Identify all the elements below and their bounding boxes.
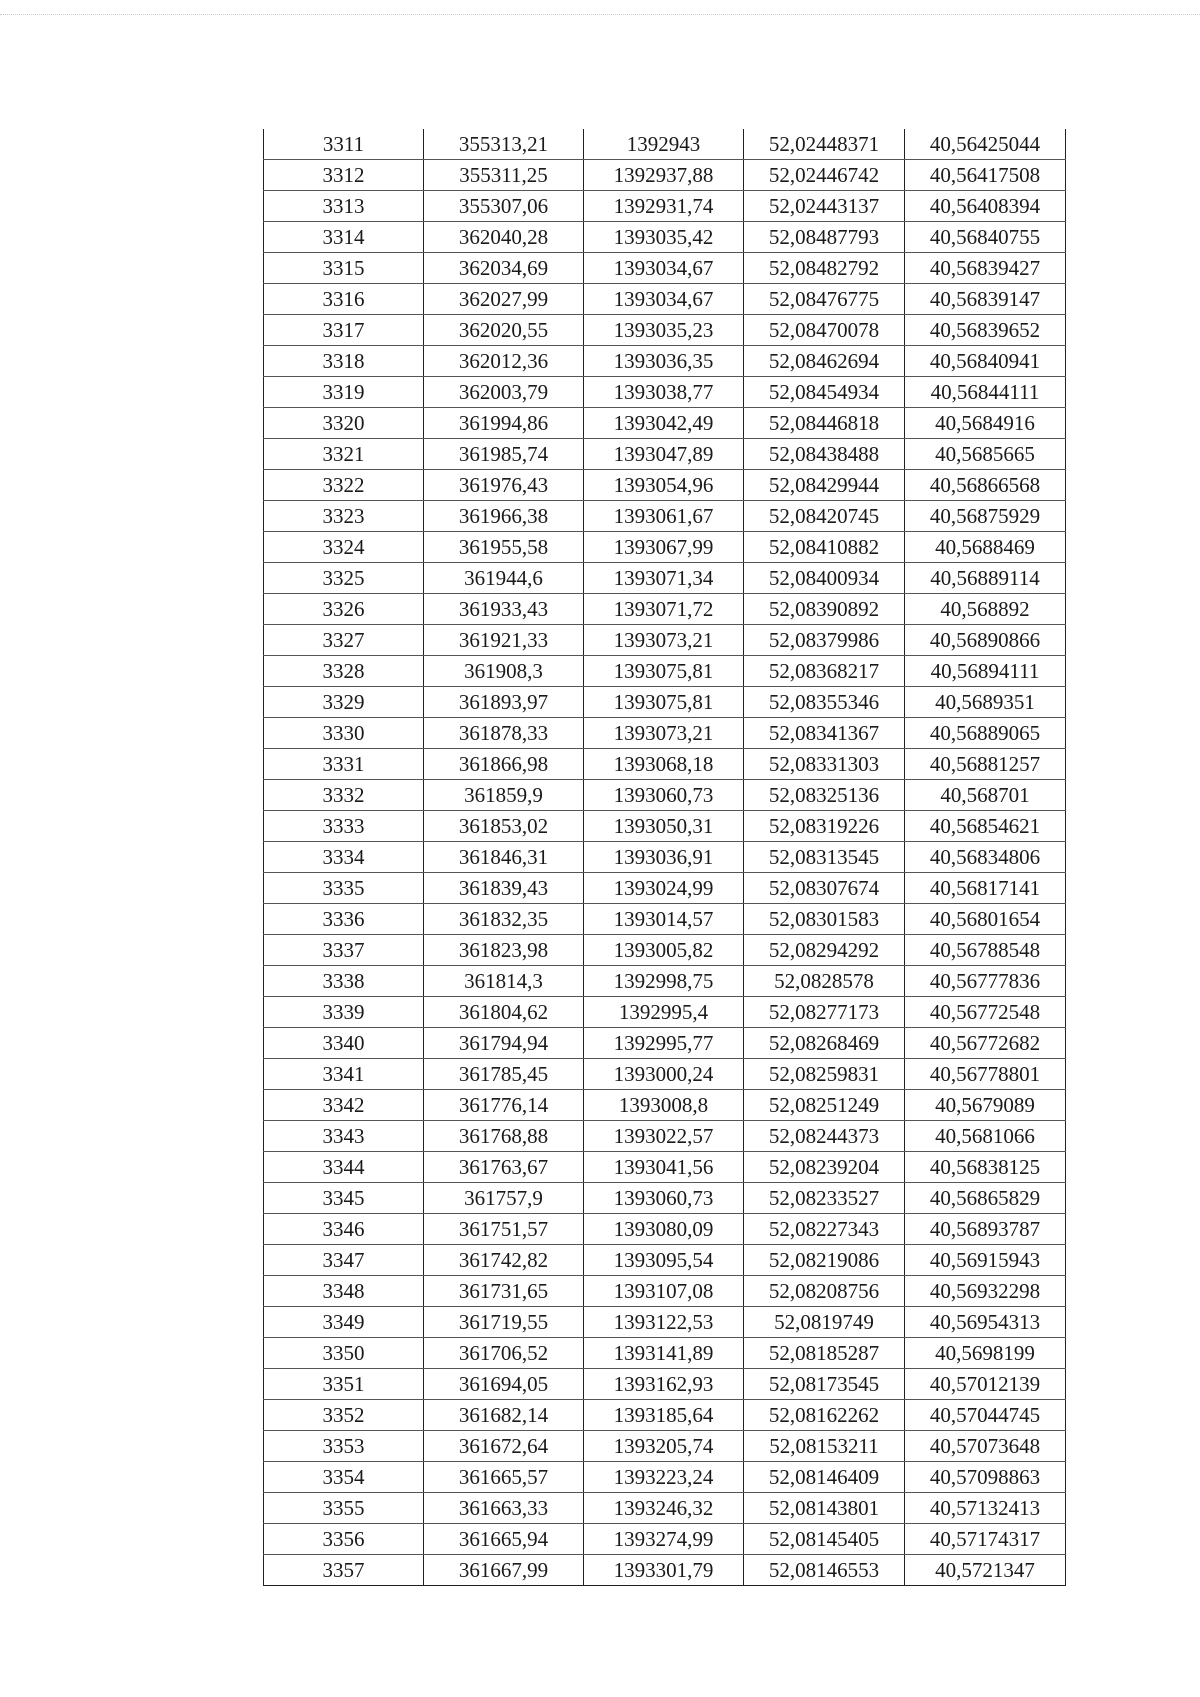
table-row xyxy=(264,1524,1066,1555)
latitude-cell: 52,08470078 xyxy=(744,315,905,346)
latitude-cell: 52,0819749 xyxy=(744,1307,905,1338)
table-row xyxy=(264,749,1066,780)
point-number-cell: 3316 xyxy=(264,284,424,315)
point-number-cell: 3341 xyxy=(264,1059,424,1090)
coord-x-cell: 361955,58 xyxy=(424,532,584,563)
table-row xyxy=(264,1028,1066,1059)
point-number-cell: 3356 xyxy=(264,1524,424,1555)
coord-y-cell: 1393000,24 xyxy=(584,1059,744,1090)
longitude-cell: 40,5689351 xyxy=(905,687,1066,718)
coord-y-cell: 1393054,96 xyxy=(584,470,744,501)
longitude-cell: 40,56875929 xyxy=(905,501,1066,532)
longitude-cell: 40,56838125 xyxy=(905,1152,1066,1183)
table-row xyxy=(264,160,1066,191)
longitude-cell: 40,56425044 xyxy=(905,129,1066,160)
coord-x-cell: 361706,52 xyxy=(424,1338,584,1369)
point-number-cell: 3329 xyxy=(264,687,424,718)
table-row xyxy=(264,346,1066,377)
longitude-cell: 40,56772548 xyxy=(905,997,1066,1028)
point-number-cell: 3348 xyxy=(264,1276,424,1307)
coord-x-cell: 361672,64 xyxy=(424,1431,584,1462)
latitude-cell: 52,02443137 xyxy=(744,191,905,222)
coord-y-cell: 1393008,8 xyxy=(584,1090,744,1121)
coord-x-cell: 361823,98 xyxy=(424,935,584,966)
longitude-cell: 40,5681066 xyxy=(905,1121,1066,1152)
point-number-cell: 3321 xyxy=(264,439,424,470)
coord-x-cell: 361731,65 xyxy=(424,1276,584,1307)
table-row xyxy=(264,1152,1066,1183)
coord-y-cell: 1393205,74 xyxy=(584,1431,744,1462)
longitude-cell: 40,5698199 xyxy=(905,1338,1066,1369)
coord-x-cell: 362034,69 xyxy=(424,253,584,284)
latitude-cell: 52,08438488 xyxy=(744,439,905,470)
point-number-cell: 3320 xyxy=(264,408,424,439)
coord-y-cell: 1393014,57 xyxy=(584,904,744,935)
coord-x-cell: 361921,33 xyxy=(424,625,584,656)
coord-x-cell: 361665,94 xyxy=(424,1524,584,1555)
coord-y-cell: 1393035,23 xyxy=(584,315,744,346)
longitude-cell: 40,56408394 xyxy=(905,191,1066,222)
coord-y-cell: 1393185,64 xyxy=(584,1400,744,1431)
coord-y-cell: 1392995,4 xyxy=(584,997,744,1028)
longitude-cell: 40,57073648 xyxy=(905,1431,1066,1462)
coord-x-cell: 361719,55 xyxy=(424,1307,584,1338)
coord-y-cell: 1392995,77 xyxy=(584,1028,744,1059)
longitude-cell: 40,56840755 xyxy=(905,222,1066,253)
coord-y-cell: 1393024,99 xyxy=(584,873,744,904)
point-number-cell: 3344 xyxy=(264,1152,424,1183)
table-row xyxy=(264,966,1066,997)
coord-x-cell: 361878,33 xyxy=(424,718,584,749)
coord-x-cell: 361663,33 xyxy=(424,1493,584,1524)
latitude-cell: 52,0828578 xyxy=(744,966,905,997)
table-row xyxy=(264,594,1066,625)
latitude-cell: 52,08219086 xyxy=(744,1245,905,1276)
longitude-cell: 40,56889114 xyxy=(905,563,1066,594)
coord-x-cell: 361944,6 xyxy=(424,563,584,594)
coord-y-cell: 1393073,21 xyxy=(584,625,744,656)
coord-x-cell: 355307,06 xyxy=(424,191,584,222)
coord-x-cell: 361908,3 xyxy=(424,656,584,687)
latitude-cell: 52,08244373 xyxy=(744,1121,905,1152)
latitude-cell: 52,08420745 xyxy=(744,501,905,532)
longitude-cell: 40,56865829 xyxy=(905,1183,1066,1214)
coord-y-cell: 1393005,82 xyxy=(584,935,744,966)
coord-x-cell: 361804,62 xyxy=(424,997,584,1028)
latitude-cell: 52,08239204 xyxy=(744,1152,905,1183)
longitude-cell: 40,57044745 xyxy=(905,1400,1066,1431)
point-number-cell: 3334 xyxy=(264,842,424,873)
coord-x-cell: 361853,02 xyxy=(424,811,584,842)
latitude-cell: 52,08390892 xyxy=(744,594,905,625)
coord-x-cell: 361785,45 xyxy=(424,1059,584,1090)
latitude-cell: 52,08173545 xyxy=(744,1369,905,1400)
point-number-cell: 3343 xyxy=(264,1121,424,1152)
coord-x-cell: 361776,14 xyxy=(424,1090,584,1121)
point-number-cell: 3312 xyxy=(264,160,424,191)
table-row xyxy=(264,315,1066,346)
coord-x-cell: 361893,97 xyxy=(424,687,584,718)
point-number-cell: 3342 xyxy=(264,1090,424,1121)
latitude-cell: 52,08233527 xyxy=(744,1183,905,1214)
latitude-cell: 52,08400934 xyxy=(744,563,905,594)
table-row xyxy=(264,1276,1066,1307)
latitude-cell: 52,08307674 xyxy=(744,873,905,904)
coord-y-cell: 1393035,42 xyxy=(584,222,744,253)
table-row xyxy=(264,1059,1066,1090)
latitude-cell: 52,08162262 xyxy=(744,1400,905,1431)
latitude-cell: 52,02446742 xyxy=(744,160,905,191)
latitude-cell: 52,08153211 xyxy=(744,1431,905,1462)
point-number-cell: 3317 xyxy=(264,315,424,346)
longitude-cell: 40,56854621 xyxy=(905,811,1066,842)
table-row xyxy=(264,873,1066,904)
longitude-cell: 40,568701 xyxy=(905,780,1066,811)
coord-y-cell: 1393301,79 xyxy=(584,1555,744,1586)
longitude-cell: 40,57012139 xyxy=(905,1369,1066,1400)
table-row xyxy=(264,656,1066,687)
scan-top-edge xyxy=(0,0,1200,15)
longitude-cell: 40,56778801 xyxy=(905,1059,1066,1090)
coord-x-cell: 362003,79 xyxy=(424,377,584,408)
coord-x-cell: 361966,38 xyxy=(424,501,584,532)
coord-x-cell: 362040,28 xyxy=(424,222,584,253)
longitude-cell: 40,56893787 xyxy=(905,1214,1066,1245)
latitude-cell: 52,08146553 xyxy=(744,1555,905,1586)
coord-y-cell: 1393034,67 xyxy=(584,253,744,284)
latitude-cell: 52,08319226 xyxy=(744,811,905,842)
coord-x-cell: 361832,35 xyxy=(424,904,584,935)
point-number-cell: 3319 xyxy=(264,377,424,408)
table-row xyxy=(264,687,1066,718)
point-number-cell: 3313 xyxy=(264,191,424,222)
coord-y-cell: 1393071,34 xyxy=(584,563,744,594)
point-number-cell: 3346 xyxy=(264,1214,424,1245)
coord-y-cell: 1393141,89 xyxy=(584,1338,744,1369)
point-number-cell: 3338 xyxy=(264,966,424,997)
longitude-cell: 40,56954313 xyxy=(905,1307,1066,1338)
table-row xyxy=(264,563,1066,594)
latitude-cell: 52,08482792 xyxy=(744,253,905,284)
longitude-cell: 40,5721347 xyxy=(905,1555,1066,1586)
coord-y-cell: 1393073,21 xyxy=(584,718,744,749)
coord-x-cell: 361694,05 xyxy=(424,1369,584,1400)
table-row xyxy=(264,811,1066,842)
coord-y-cell: 1393223,24 xyxy=(584,1462,744,1493)
table-row xyxy=(264,1431,1066,1462)
longitude-cell: 40,57098863 xyxy=(905,1462,1066,1493)
latitude-cell: 52,08476775 xyxy=(744,284,905,315)
table-row xyxy=(264,1338,1066,1369)
table-row xyxy=(264,625,1066,656)
latitude-cell: 52,08341367 xyxy=(744,718,905,749)
coord-x-cell: 355313,21 xyxy=(424,129,584,160)
point-number-cell: 3340 xyxy=(264,1028,424,1059)
coord-y-cell: 1392937,88 xyxy=(584,160,744,191)
coord-y-cell: 1393075,81 xyxy=(584,656,744,687)
table-row xyxy=(264,532,1066,563)
longitude-cell: 40,56844111 xyxy=(905,377,1066,408)
coord-x-cell: 355311,25 xyxy=(424,160,584,191)
point-number-cell: 3324 xyxy=(264,532,424,563)
coord-y-cell: 1393060,73 xyxy=(584,780,744,811)
table-row xyxy=(264,1400,1066,1431)
longitude-cell: 40,5688469 xyxy=(905,532,1066,563)
coord-x-cell: 361814,3 xyxy=(424,966,584,997)
coord-x-cell: 361976,43 xyxy=(424,470,584,501)
coord-y-cell: 1393060,73 xyxy=(584,1183,744,1214)
point-number-cell: 3331 xyxy=(264,749,424,780)
point-number-cell: 3328 xyxy=(264,656,424,687)
longitude-cell: 40,56894111 xyxy=(905,656,1066,687)
coord-y-cell: 1393122,53 xyxy=(584,1307,744,1338)
coord-y-cell: 1393107,08 xyxy=(584,1276,744,1307)
coord-y-cell: 1393038,77 xyxy=(584,377,744,408)
point-number-cell: 3353 xyxy=(264,1431,424,1462)
table-row xyxy=(264,1462,1066,1493)
coordinates-table-body xyxy=(264,129,1066,1586)
coord-x-cell: 361768,88 xyxy=(424,1121,584,1152)
longitude-cell: 40,56772682 xyxy=(905,1028,1066,1059)
longitude-cell: 40,56817141 xyxy=(905,873,1066,904)
coord-y-cell: 1393071,72 xyxy=(584,594,744,625)
point-number-cell: 3327 xyxy=(264,625,424,656)
coord-x-cell: 361933,43 xyxy=(424,594,584,625)
table-row xyxy=(264,408,1066,439)
coord-y-cell: 1393246,32 xyxy=(584,1493,744,1524)
coord-x-cell: 361763,67 xyxy=(424,1152,584,1183)
point-number-cell: 3323 xyxy=(264,501,424,532)
coordinates-table xyxy=(263,129,1066,1586)
coord-x-cell: 361757,9 xyxy=(424,1183,584,1214)
longitude-cell: 40,56417508 xyxy=(905,160,1066,191)
coord-y-cell: 1393022,57 xyxy=(584,1121,744,1152)
table-row xyxy=(264,1183,1066,1214)
longitude-cell: 40,57174317 xyxy=(905,1524,1066,1555)
coord-y-cell: 1393274,99 xyxy=(584,1524,744,1555)
coord-y-cell: 1393095,54 xyxy=(584,1245,744,1276)
table-row xyxy=(264,253,1066,284)
coord-x-cell: 362027,99 xyxy=(424,284,584,315)
point-number-cell: 3349 xyxy=(264,1307,424,1338)
coord-x-cell: 361994,86 xyxy=(424,408,584,439)
longitude-cell: 40,5685665 xyxy=(905,439,1066,470)
latitude-cell: 52,02448371 xyxy=(744,129,905,160)
coord-y-cell: 1392998,75 xyxy=(584,966,744,997)
latitude-cell: 52,08259831 xyxy=(744,1059,905,1090)
coord-x-cell: 361667,99 xyxy=(424,1555,584,1586)
coord-x-cell: 361665,57 xyxy=(424,1462,584,1493)
latitude-cell: 52,08410882 xyxy=(744,532,905,563)
latitude-cell: 52,08208756 xyxy=(744,1276,905,1307)
latitude-cell: 52,08462694 xyxy=(744,346,905,377)
point-number-cell: 3345 xyxy=(264,1183,424,1214)
table-row xyxy=(264,222,1066,253)
table-row xyxy=(264,904,1066,935)
point-number-cell: 3354 xyxy=(264,1462,424,1493)
coord-y-cell: 1393036,35 xyxy=(584,346,744,377)
table-row xyxy=(264,1121,1066,1152)
latitude-cell: 52,08227343 xyxy=(744,1214,905,1245)
latitude-cell: 52,08429944 xyxy=(744,470,905,501)
latitude-cell: 52,08313545 xyxy=(744,842,905,873)
coord-y-cell: 1393041,56 xyxy=(584,1152,744,1183)
coord-x-cell: 361751,57 xyxy=(424,1214,584,1245)
point-number-cell: 3347 xyxy=(264,1245,424,1276)
latitude-cell: 52,08454934 xyxy=(744,377,905,408)
longitude-cell: 40,56788548 xyxy=(905,935,1066,966)
latitude-cell: 52,08368217 xyxy=(744,656,905,687)
point-number-cell: 3352 xyxy=(264,1400,424,1431)
point-number-cell: 3351 xyxy=(264,1369,424,1400)
point-number-cell: 3357 xyxy=(264,1555,424,1586)
coord-y-cell: 1393162,93 xyxy=(584,1369,744,1400)
coord-y-cell: 1393075,81 xyxy=(584,687,744,718)
point-number-cell: 3336 xyxy=(264,904,424,935)
latitude-cell: 52,08277173 xyxy=(744,997,905,1028)
coord-x-cell: 361859,9 xyxy=(424,780,584,811)
longitude-cell: 40,57132413 xyxy=(905,1493,1066,1524)
latitude-cell: 52,08294292 xyxy=(744,935,905,966)
table-row xyxy=(264,842,1066,873)
longitude-cell: 40,56889065 xyxy=(905,718,1066,749)
point-number-cell: 3355 xyxy=(264,1493,424,1524)
longitude-cell: 40,56840941 xyxy=(905,346,1066,377)
table-row xyxy=(264,470,1066,501)
latitude-cell: 52,08379986 xyxy=(744,625,905,656)
point-number-cell: 3333 xyxy=(264,811,424,842)
coord-y-cell: 1393042,49 xyxy=(584,408,744,439)
longitude-cell: 40,5684916 xyxy=(905,408,1066,439)
coord-y-cell: 1393061,67 xyxy=(584,501,744,532)
table-row xyxy=(264,1090,1066,1121)
table-row xyxy=(264,129,1066,160)
latitude-cell: 52,08268469 xyxy=(744,1028,905,1059)
longitude-cell: 40,56834806 xyxy=(905,842,1066,873)
point-number-cell: 3326 xyxy=(264,594,424,625)
coord-y-cell: 1393068,18 xyxy=(584,749,744,780)
table-row xyxy=(264,284,1066,315)
longitude-cell: 40,56839147 xyxy=(905,284,1066,315)
latitude-cell: 52,08331303 xyxy=(744,749,905,780)
longitude-cell: 40,56866568 xyxy=(905,470,1066,501)
point-number-cell: 3318 xyxy=(264,346,424,377)
coord-x-cell: 362020,55 xyxy=(424,315,584,346)
coord-x-cell: 362012,36 xyxy=(424,346,584,377)
longitude-cell: 40,56839427 xyxy=(905,253,1066,284)
table-row xyxy=(264,997,1066,1028)
point-number-cell: 3330 xyxy=(264,718,424,749)
longitude-cell: 40,56801654 xyxy=(905,904,1066,935)
coord-x-cell: 361742,82 xyxy=(424,1245,584,1276)
coord-y-cell: 1393067,99 xyxy=(584,532,744,563)
latitude-cell: 52,08185287 xyxy=(744,1338,905,1369)
coord-x-cell: 361866,98 xyxy=(424,749,584,780)
point-number-cell: 3322 xyxy=(264,470,424,501)
longitude-cell: 40,56915943 xyxy=(905,1245,1066,1276)
coord-x-cell: 361682,14 xyxy=(424,1400,584,1431)
point-number-cell: 3335 xyxy=(264,873,424,904)
longitude-cell: 40,56890866 xyxy=(905,625,1066,656)
latitude-cell: 52,08146409 xyxy=(744,1462,905,1493)
latitude-cell: 52,08355346 xyxy=(744,687,905,718)
point-number-cell: 3314 xyxy=(264,222,424,253)
table-row xyxy=(264,1555,1066,1586)
point-number-cell: 3311 xyxy=(264,129,424,160)
table-row xyxy=(264,780,1066,811)
latitude-cell: 52,08143801 xyxy=(744,1493,905,1524)
coord-x-cell: 361985,74 xyxy=(424,439,584,470)
latitude-cell: 52,08145405 xyxy=(744,1524,905,1555)
latitude-cell: 52,08325136 xyxy=(744,780,905,811)
coord-y-cell: 1393050,31 xyxy=(584,811,744,842)
table-row xyxy=(264,439,1066,470)
point-number-cell: 3332 xyxy=(264,780,424,811)
table-row xyxy=(264,718,1066,749)
longitude-cell: 40,568892 xyxy=(905,594,1066,625)
longitude-cell: 40,56881257 xyxy=(905,749,1066,780)
coord-x-cell: 361839,43 xyxy=(424,873,584,904)
latitude-cell: 52,08251249 xyxy=(744,1090,905,1121)
longitude-cell: 40,56932298 xyxy=(905,1276,1066,1307)
table-row xyxy=(264,1245,1066,1276)
table-row xyxy=(264,377,1066,408)
table-row xyxy=(264,1493,1066,1524)
table-row xyxy=(264,1307,1066,1338)
latitude-cell: 52,08487793 xyxy=(744,222,905,253)
longitude-cell: 40,56839652 xyxy=(905,315,1066,346)
point-number-cell: 3315 xyxy=(264,253,424,284)
coord-x-cell: 361794,94 xyxy=(424,1028,584,1059)
coord-y-cell: 1393036,91 xyxy=(584,842,744,873)
table-row xyxy=(264,1369,1066,1400)
coord-y-cell: 1392931,74 xyxy=(584,191,744,222)
latitude-cell: 52,08301583 xyxy=(744,904,905,935)
longitude-cell: 40,56777836 xyxy=(905,966,1066,997)
coord-x-cell: 361846,31 xyxy=(424,842,584,873)
table-row xyxy=(264,1214,1066,1245)
point-number-cell: 3339 xyxy=(264,997,424,1028)
point-number-cell: 3337 xyxy=(264,935,424,966)
coord-y-cell: 1393034,67 xyxy=(584,284,744,315)
point-number-cell: 3325 xyxy=(264,563,424,594)
longitude-cell: 40,5679089 xyxy=(905,1090,1066,1121)
coord-y-cell: 1392943 xyxy=(584,129,744,160)
latitude-cell: 52,08446818 xyxy=(744,408,905,439)
point-number-cell: 3350 xyxy=(264,1338,424,1369)
coord-y-cell: 1393047,89 xyxy=(584,439,744,470)
coord-y-cell: 1393080,09 xyxy=(584,1214,744,1245)
table-row xyxy=(264,501,1066,532)
table-row xyxy=(264,191,1066,222)
table-row xyxy=(264,935,1066,966)
